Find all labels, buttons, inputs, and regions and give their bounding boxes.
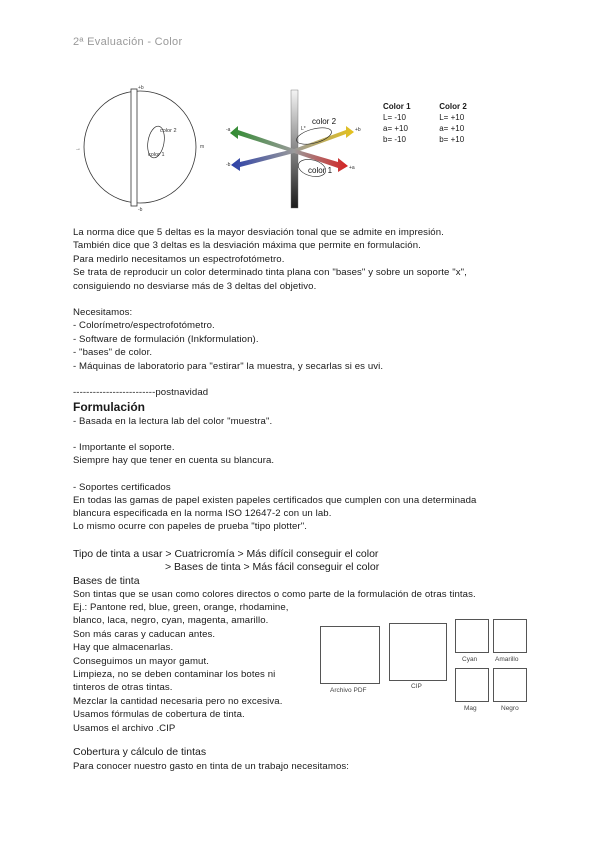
section-divider: -------------------------postnavidad: [73, 387, 209, 398]
formulacion-line: Siempre hay que tener en cuenta su blancura.: [73, 455, 275, 466]
magenta-box: [455, 668, 489, 702]
bases-line: Hay que almacenarlas.: [73, 642, 174, 654]
bases-line: Usamos fórmulas de cobertura de tinta.: [73, 709, 245, 721]
pdf-box: [320, 626, 380, 684]
tinta-line-1: Tipo de tinta a usar > Cuatricromía > Más difícil conseguir el color: [73, 548, 379, 560]
lab-axes-3d-diagram: [222, 86, 367, 212]
lab-column-header: Color 1: [383, 102, 411, 111]
axis-neg-b-arrow: [231, 149, 294, 171]
formulacion-line: blancura especificada en la norma ISO 12647-2 con un lab.: [73, 508, 332, 519]
needs-title: Necesitamos:: [73, 307, 133, 318]
lab-column-header: Color 2: [439, 102, 467, 111]
color-circle: [84, 91, 196, 203]
bases-line: Ej.: Pantone red, blue, green, orange, rhodamine,: [73, 602, 289, 613]
bases-line: Conseguimos un mayor gamut.: [73, 655, 210, 667]
lab-value: L= -10: [383, 113, 406, 122]
circle-label-color2: color 2: [160, 128, 177, 134]
negro-box-caption: Negro: [501, 705, 519, 712]
lab-value: a= +10: [439, 124, 465, 133]
formulacion-line: - Importante el soporte.: [73, 442, 175, 453]
circle-label-left: →: [75, 146, 81, 152]
axes-label-color1: color 1: [308, 166, 333, 175]
cyan-box: [455, 619, 489, 653]
lab-value: a= +10: [383, 124, 408, 133]
needs-item: - Software de formulación (Inkformulation).: [73, 333, 259, 345]
intro-line: Para medirlo necesitamos un espectrofotómetro.: [73, 253, 285, 265]
bases-line: Usamos el archivo .CIP: [73, 722, 176, 734]
formulacion-line: Lo mismo ocurre con papeles de prueba "tipo plotter".: [73, 521, 307, 532]
axes-label-color2: color 2: [312, 117, 337, 126]
tinta-line-2: > Bases de tinta > Más fácil conseguir el color: [165, 561, 380, 573]
cip-box: [389, 623, 447, 681]
axes-label-neg-b: -b: [226, 162, 231, 168]
formulacion-line: En todas las gamas de papel existen papeles certificados que cumplen con una determinada: [73, 495, 477, 506]
lab-value: b= +10: [439, 135, 465, 144]
lab-column-color1: [383, 101, 437, 145]
axes-label-pos-b: +b: [355, 127, 361, 133]
negro-box: [493, 668, 527, 702]
lightness-bar: [131, 89, 137, 206]
bases-line: Mezclar la cantidad necesaria pero no excesiva.: [73, 695, 283, 707]
needs-item: - Máquinas de laboratorio para "estirar" la muestra, y secarlas si es uvi.: [73, 360, 384, 372]
cobertura-title: Cobertura y cálculo de tintas: [73, 746, 207, 758]
axes-label-neg-a: -a: [226, 127, 231, 133]
amarillo-box: [493, 619, 527, 653]
lab-values-table: [383, 101, 493, 145]
intro-line: La norma dice que 5 deltas es la mayor desviación tonal que se admite en impresión.: [73, 227, 444, 238]
circle-label-color1: color 1: [148, 152, 165, 158]
bases-title: Bases de tinta: [73, 575, 140, 587]
needs-item: - Colorímetro/espectrofotómetro.: [73, 320, 215, 332]
lab-value: b= -10: [383, 135, 406, 144]
magenta-box-caption: Mag: [464, 705, 477, 712]
amarillo-box-caption: Amarillo: [495, 656, 519, 663]
intro-line: También dice que 3 deltas es la desviación máxima que permite en formulación.: [73, 240, 421, 252]
bases-list: [73, 601, 289, 735]
needs-list: [73, 306, 383, 373]
lab-value: L= +10: [439, 113, 465, 122]
pdf-box-caption: Archivo PDF: [330, 687, 367, 694]
formulacion-line: - Soportes certificados: [73, 482, 171, 493]
circle-label-top: +b: [138, 85, 144, 91]
intro-line: Se trata de reproducir un color determinado tinta plana con "bases" y sobre un soporte "x",: [73, 267, 467, 279]
circle-label-bottom: -b: [138, 207, 143, 212]
page-header-title: 2ª Evaluación - Color: [73, 36, 183, 48]
bases-line: blanco, laca, negro, cyan, magenta, amarillo.: [73, 615, 269, 627]
circle-label-right: m: [200, 144, 205, 150]
bases-line: Limpieza, no se deben contaminar los botes ni: [73, 669, 276, 681]
cip-box-caption: CIP: [411, 683, 422, 690]
axis-neg-a-arrow: [230, 126, 294, 153]
color-circle-diagram: [72, 82, 212, 212]
bases-intro: Son tintas que se usan como colores directos o como parte de la formulación de otras tintas.: [73, 589, 476, 600]
cyan-box-caption: Cyan: [462, 656, 478, 663]
axes-label-l: L*: [301, 126, 306, 132]
formulacion-heading: Formulación: [73, 400, 146, 414]
axes-label-pos-a: +a: [349, 165, 355, 171]
bases-line: tinteros de otras tintas.: [73, 682, 173, 694]
bases-line: Son más caras y caducan antes.: [73, 628, 216, 640]
lab-column-color2: [439, 101, 493, 145]
needs-item: - "bases" de color.: [73, 347, 153, 359]
cobertura-line: Para conocer nuestro gasto en tinta de un trabajo necesitamos:: [73, 761, 350, 772]
intro-paragraph: [73, 226, 467, 293]
intro-line: consiguiendo no desviarse más de 3 deltas del objetivo.: [73, 280, 317, 292]
formulacion-line: - Basada en la lectura lab del color "muestra".: [73, 416, 273, 427]
